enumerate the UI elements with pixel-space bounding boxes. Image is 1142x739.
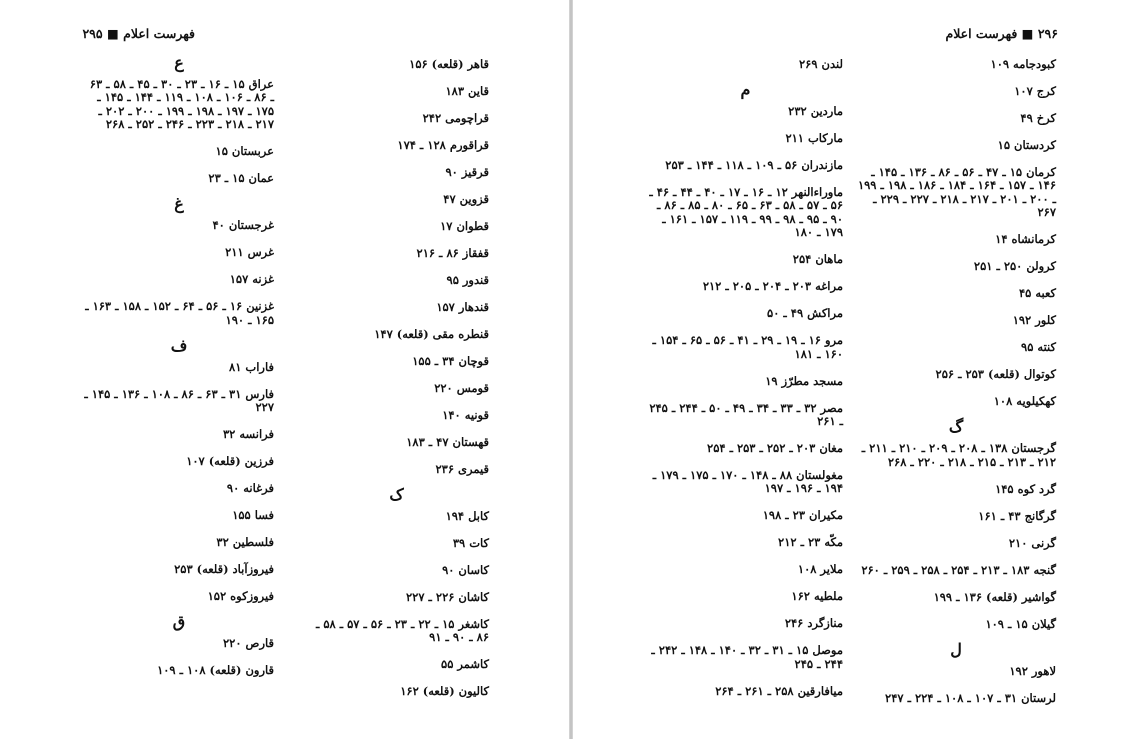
index-entry: کرولن ۲۵۰ ـ ۲۵۱ bbox=[973, 259, 1056, 274]
page-header: فهرست اعلام ■ ۲۹۵ bbox=[82, 26, 195, 41]
section-letter: ل bbox=[950, 639, 962, 659]
page-295 bbox=[0, 0, 569, 739]
index-entry: مازندران ۵۶ ـ ۱۰۹ ـ ۱۱۸ ـ ۱۴۴ ـ ۲۵۳ bbox=[665, 158, 843, 172]
index-entry: فاراب ۸۱ bbox=[229, 359, 274, 374]
index-entry: ملطیه ۱۶۲ bbox=[791, 589, 843, 604]
index-entry: مغان ۲۰۳ ـ ۲۵۲ ـ ۲۵۳ ـ ۲۵۴ bbox=[707, 441, 843, 456]
index-entry: فیروزآباد (قلعه) ۲۵۳ bbox=[174, 562, 274, 577]
index-entry: کعبه ۴۵ bbox=[1018, 286, 1056, 301]
index-entry: میافارقین ۲۵۸ ـ ۲۶۱ ـ ۲۶۴ bbox=[715, 683, 843, 698]
index-entry: عمان ۱۵ ـ ۲۳ bbox=[208, 171, 274, 186]
index-entry: قومس ۲۲۰ bbox=[434, 381, 489, 395]
index-entry: فرغانه ۹۰ bbox=[226, 481, 274, 496]
index-entry: قندهار ۱۵۷ bbox=[436, 300, 489, 314]
index-entry: ماردین ۲۳۲ bbox=[788, 104, 843, 118]
index-entry: مصر ۳۲ ـ ۳۳ ـ ۳۴ ـ ۴۹ ـ ۵۰ ـ ۲۴۴ ـ ۲۴۵ ـ ۲۶۱ bbox=[649, 400, 843, 429]
index-entry: کاشغر ۱۵ ـ ۲۲ ـ ۲۳ ـ ۵۶ ـ ۵۷ ـ ۵۸ ـ ۸۶ ـ ۹۰ ـ ۹۱ bbox=[316, 617, 489, 645]
index-entry: گرد کوه ۱۴۵ bbox=[995, 481, 1056, 496]
index-entry: قارص ۲۲۰ bbox=[223, 636, 274, 651]
index-entry: گواشیر (قلعه) ۱۳۶ ـ ۱۹۹ bbox=[933, 589, 1056, 604]
index-entry: گیلان ۱۵ ـ ۱۰۹ bbox=[985, 616, 1056, 631]
index-entry: گرجستان ۱۳۸ ـ ۲۰۸ ـ ۲۰۹ ـ ۲۱۰ ـ ۲۱۱ ـ ۲۱۲ ـ ۲۱۳ ـ ۲۱۵ ـ ۲۱۸ ـ ۲۲۰ ـ ۲۶۸ bbox=[861, 441, 1056, 469]
index-entry: مارکاب ۲۱۱ bbox=[785, 131, 843, 145]
index-entry: کالیون (قلعه) ۱۶۲ bbox=[400, 684, 489, 699]
index-entry: ملایر ۱۰۸ bbox=[797, 562, 843, 577]
index-entry: قیمری ۲۳۶ bbox=[435, 462, 489, 476]
index-entry: عربستان ۱۵ bbox=[215, 144, 274, 159]
index-entry: غزنه ۱۵۷ bbox=[229, 272, 274, 287]
section-letter: م bbox=[740, 80, 751, 99]
index-entry: لرستان ۳۱ ـ ۱۰۷ ـ ۱۰۸ ـ ۲۲۴ ـ ۲۴۷ bbox=[885, 690, 1056, 705]
index-entry: کردستان ۱۵ bbox=[997, 138, 1056, 152]
index-entry: ماوراءالنهر ۱۲ ـ ۱۶ ـ ۱۷ ـ ۴۰ ـ ۴۴ ـ ۴۶ ـ ۵۶ ـ ۵۷ ـ ۵۸ ـ ۶۳ ـ ۶۵ ـ ۸۰ ـ ۸۵ ـ ۸۶ ـ ۹۰ ـ ۹۵ ـ ۹۸ ـ ۹۹ ـ ۱۱۹ ـ ۱۵۷ ـ ۱۶۱ ـ ۱۷۹ ـ ۱۸۰ bbox=[649, 185, 843, 240]
index-entry: موصل ۱۵ ـ ۳۱ ـ ۳۲ ـ ۱۴۰ ـ ۱۴۸ ـ ۲۴۲ ـ ۲۴۴ ـ ۲۴۵ bbox=[651, 643, 843, 671]
page-header: ۲۹۶ ■ فهرست اعلام bbox=[945, 26, 1058, 41]
index-entry: قونیه ۱۴۰ bbox=[442, 408, 489, 422]
index-entry: قرقیز ۹۰ bbox=[445, 165, 489, 179]
index-entry: کرمان ۱۵ ـ ۴۷ ـ ۵۶ ـ ۸۶ ـ ۱۳۶ ـ ۱۴۵ ـ ۱۴۶ ـ ۱۵۷ ـ ۱۶۴ ـ ۱۸۴ ـ ۱۸۶ ـ ۱۹۸ ـ ۱۹۹ ـ ۲۰۰ ـ ۲۰۱ ـ ۲۱۷ ـ ۲۱۸ ـ ۲۲۷ ـ ۲۲۹ ـ ۲۶۷ bbox=[857, 165, 1056, 220]
index-entry: کرخ ۴۹ bbox=[1020, 111, 1056, 125]
index-entry: کهکیلویه ۱۰۸ bbox=[993, 394, 1056, 409]
index-column bbox=[84, 53, 274, 691]
index-entry: منازگرد ۲۴۶ bbox=[784, 616, 843, 631]
index-entry: غزنین ۱۶ ـ ۵۶ ـ ۶۴ ـ ۱۵۲ ـ ۱۵۸ ـ ۱۶۳ ـ ۱۶۵ ـ ۱۹۰ bbox=[85, 299, 274, 327]
section-letter: گ bbox=[948, 417, 964, 437]
index-entry: کرج ۱۰۷ bbox=[1014, 84, 1056, 98]
page-296 bbox=[573, 0, 1142, 739]
index-entry: فرانسه ۳۲ bbox=[222, 427, 274, 442]
index-column bbox=[648, 58, 843, 712]
index-entry: کات ۳۹ bbox=[452, 536, 489, 550]
index-entry: مرو ۱۶ ـ ۱۹ ـ ۲۹ ـ ۴۱ ـ ۵۶ ـ ۶۵ ـ ۱۵۴ ـ ۱۶۰ ـ ۱۸۱ bbox=[652, 333, 843, 361]
index-entry: کاسان ۹۰ bbox=[442, 563, 489, 577]
index-entry: مراغه ۲۰۳ ـ ۲۰۴ ـ ۲۰۵ ـ ۲۱۲ bbox=[702, 279, 843, 294]
index-entry: کرمانشاه ۱۴ bbox=[995, 232, 1056, 247]
index-entry: قهستان ۴۷ ـ ۱۸۳ bbox=[406, 435, 489, 449]
section-letter: ق bbox=[172, 612, 186, 632]
index-entry: لندن ۲۶۹ bbox=[799, 57, 843, 71]
index-entry: قفقاز ۸۶ ـ ۲۱۶ bbox=[416, 246, 489, 260]
index-column bbox=[304, 58, 489, 712]
index-entry: قندور ۹۵ bbox=[446, 273, 489, 287]
index-entry: کوتوال (قلعه) ۲۵۳ ـ ۲۵۶ bbox=[935, 367, 1056, 382]
section-letter: ف bbox=[170, 335, 188, 355]
index-entry: ماهان ۲۵۴ bbox=[792, 252, 843, 267]
section-letter: ک bbox=[389, 485, 404, 504]
index-entry: مغولستان ۸۸ ـ ۱۴۸ ـ ۱۷۰ ـ ۱۷۵ ـ ۱۷۹ ـ ۱۹۴ ـ ۱۹۶ ـ ۱۹۷ bbox=[652, 468, 843, 496]
index-entry: قوچان ۳۴ ـ ۱۵۵ bbox=[412, 354, 489, 368]
index-entry: گنجه ۱۸۳ ـ ۲۱۳ ـ ۲۵۴ ـ ۲۵۸ ـ ۲۵۹ ـ ۲۶۰ bbox=[861, 562, 1056, 577]
index-entry: کاشان ۲۲۶ ـ ۲۲۷ bbox=[405, 590, 489, 604]
index-entry: کاشمر ۵۵ bbox=[441, 657, 489, 672]
index-column bbox=[856, 58, 1056, 719]
index-entry: کنته ۹۵ bbox=[1021, 340, 1056, 355]
index-entry: فارس ۳۱ ـ ۶۳ ـ ۸۶ ـ ۱۰۸ ـ ۱۳۶ ـ ۱۴۵ ـ ۲۲۷ bbox=[84, 386, 274, 415]
index-entry: کبودجامه ۱۰۹ bbox=[990, 57, 1056, 71]
index-entry: گرگانج ۴۳ ـ ۱۶۱ bbox=[978, 508, 1056, 523]
index-entry: قزوین ۴۷ bbox=[443, 192, 489, 206]
index-entry: قراقورم ۱۲۸ ـ ۱۷۴ bbox=[397, 138, 489, 152]
index-entry: لاهور ۱۹۲ bbox=[1009, 663, 1056, 678]
index-entry: مکّه ۲۳ ـ ۲۱۲ bbox=[778, 535, 843, 550]
index-entry: قنطره مقی (قلعه) ۱۴۷ bbox=[374, 327, 489, 341]
index-entry: مراکش ۴۹ ـ ۵۰ bbox=[767, 306, 843, 321]
index-entry: مکیران ۲۳ ـ ۱۹۸ bbox=[762, 508, 843, 523]
section-letter: ع bbox=[174, 53, 184, 72]
index-entry: قراچومی ۲۴۲ bbox=[422, 111, 489, 125]
index-entry: کلور ۱۹۲ bbox=[1012, 313, 1056, 328]
index-entry: فلسطین ۳۲ bbox=[216, 535, 274, 550]
index-entry: قاهر (قلعه) ۱۵۶ bbox=[409, 57, 489, 71]
index-entry: گرنی ۲۱۰ bbox=[1008, 535, 1056, 550]
index-entry: مسجد مطرّز ۱۹ bbox=[765, 373, 843, 388]
index-entry: عراق ۱۵ ـ ۱۶ ـ ۲۳ ـ ۳۰ ـ ۴۵ ـ ۵۸ ـ ۶۳ ـ ۸۶ ـ ۱۰۶ ـ ۱۰۸ ـ ۱۱۹ ـ ۱۴۴ ـ ۱۴۵ ـ ۱۷۵ ـ ۱۹۷ ـ ۱۹۸ ـ ۱۹۹ ـ ۲۰۰ ـ ۲۰۲ ـ ۲۱۷ ـ ۲۱۸ ـ ۲۲۳ ـ ۲۴۶ ـ ۲۵۲ ـ ۲۶۸ bbox=[89, 77, 274, 132]
index-entry: غرس ۲۱۱ bbox=[225, 245, 274, 260]
index-entry: کابل ۱۹۴ bbox=[445, 509, 489, 523]
index-entry: قطوان ۱۷ bbox=[440, 219, 489, 233]
index-entry: فیروزکوه ۱۵۲ bbox=[207, 589, 274, 604]
index-entry: قارون (قلعه) ۱۰۸ ـ ۱۰۹ bbox=[157, 663, 274, 678]
index-entry: فرزین (قلعه) ۱۰۷ bbox=[186, 454, 274, 469]
index-entry: فسا ۱۵۵ bbox=[232, 508, 274, 523]
section-letter: غ bbox=[174, 194, 184, 214]
index-entry: غرجستان ۴۰ bbox=[212, 218, 274, 233]
index-entry: قاین ۱۸۳ bbox=[445, 84, 489, 98]
